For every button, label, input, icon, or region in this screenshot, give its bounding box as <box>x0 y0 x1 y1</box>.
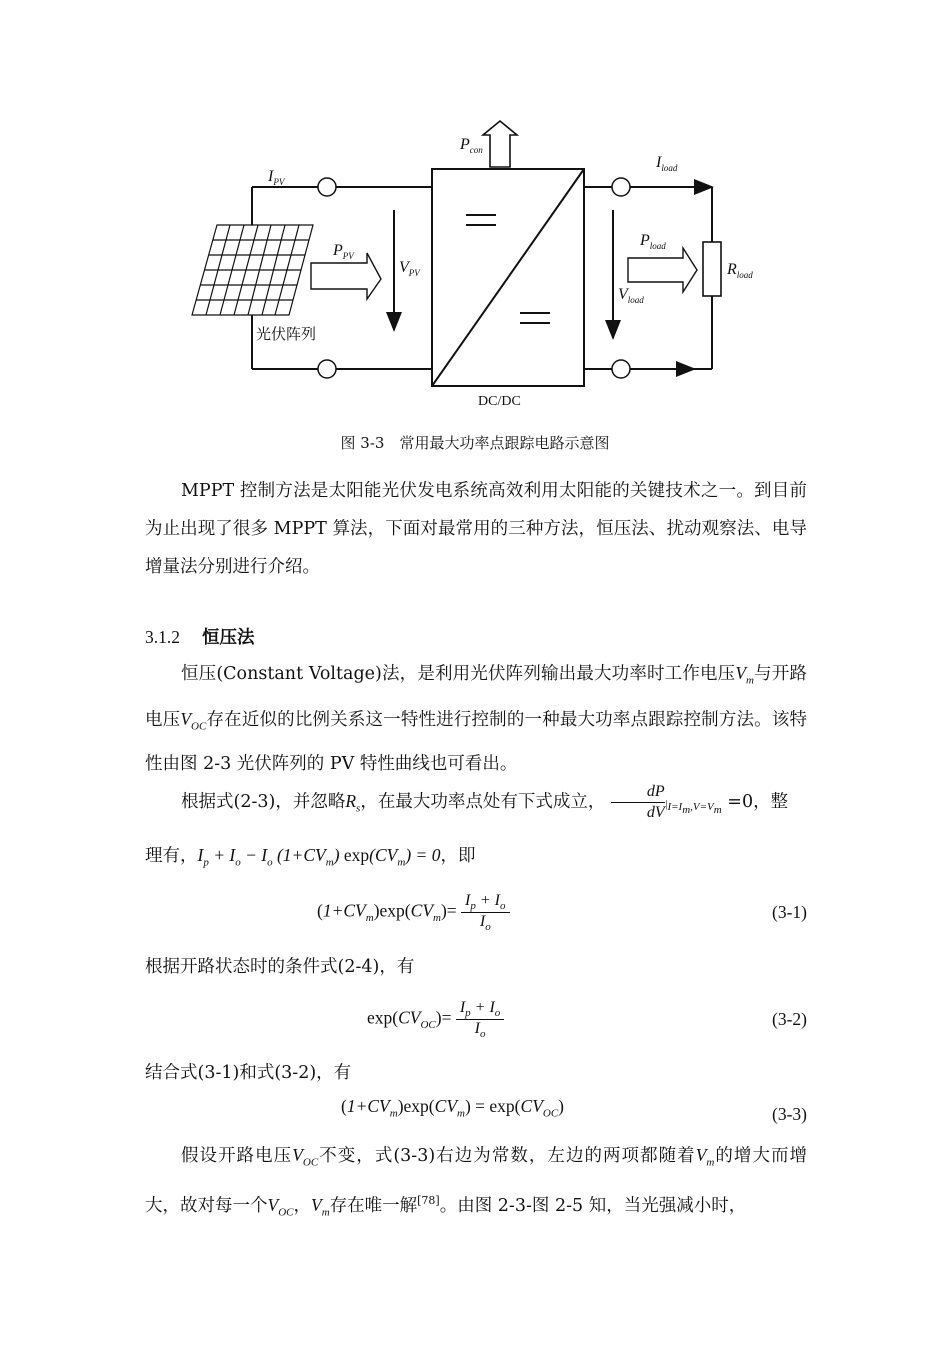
paragraph-mppt-intro: MPPT 控制方法是太阳能光伏发电系统高效利用太阳能的关键技术之一。到目前为止出现了很多 MPPT 算法，下面对最常用的三种方法，恒压法、扰动观察法、电导增量法分别进行介绍。 <box>145 481 807 577</box>
mppt-circuit-diagram <box>0 0 950 420</box>
equation-3-1: $(1+CV_m)\exp(CV_m)=$ $\frac{I_p + I_o}{I_o}$ (3-1) <box>317 892 807 934</box>
label-pcon: $P_{con}$ <box>460 136 483 155</box>
section-heading <box>145 624 255 649</box>
paragraph-simplify: 理有，$I_p + I_o - I_o$ $(1+CV_m) \exp(CV_m) = 0$，即 <box>145 845 476 869</box>
equation-number: (3-2) <box>772 1009 807 1029</box>
equation-number: (3-3) <box>772 1104 807 1124</box>
equation-3-2: $\exp(CV_{OC})=$ $\frac{I_p + I_o}{I_o}$ (3-2) <box>367 999 807 1041</box>
label-rload: $R_{load}$ <box>727 261 753 280</box>
label-dcdc: DC/DC <box>478 394 521 409</box>
label-pv-array: 光伏阵列 <box>256 327 317 343</box>
label-pload: $P_{load}$ <box>640 232 666 251</box>
label-ipv: $I_{PV}$ <box>268 168 285 187</box>
equation-3-3: $(1+CV_m)\exp(CV_m) = \exp(CV_{OC})$ (3-3) <box>341 1096 807 1124</box>
paragraph-open-circuit: 根据开路状态时的条件式(2-4)，有 <box>145 957 415 977</box>
pv-panel-icon <box>192 225 313 315</box>
pload-arrow <box>628 248 697 292</box>
equation-number: (3-1) <box>772 902 807 922</box>
paragraph-derivation: 根据式(2-3)，并忽略$R_s$，在最大功率点处有下式成立， $\frac{dP}{dV}$ $|_{I=I_m,V=V_m} =0$，整 <box>181 783 789 821</box>
paragraph-uniqueness: 假设开路电压$V_{OC}$不变，式(3-3)右边为常数，左边的两项都随着$V_m$的增大而增大，故对每一个$V_{OC}$，$V_m$存在唯一解[78]。由图 2-3-图 2-5 知，当光强减小时， <box>145 1145 808 1218</box>
paragraph-constant-voltage: 恒压(Constant Voltage)法，是利用光伏阵列输出最大功率时工作电压$V_m$与开路电压$V_{OC}$存在近似的比例关系这一特性进行控制的一种最大功率点跟踪控制方法。该特性由图 2-3 光伏阵列的 PV 特性曲线也可看出。 <box>145 663 808 774</box>
label-vload: $V_{load}$ <box>618 286 644 305</box>
label-iload: $I_{load}$ <box>656 154 678 173</box>
section-title: 恒压法 <box>202 628 255 648</box>
section-number: 3.1.2 <box>145 627 180 647</box>
load-resistor <box>703 242 721 296</box>
dcdc-converter-box <box>432 169 584 386</box>
figure-caption: 图 3-3 常用最大功率点跟踪电路示意图 <box>340 434 610 452</box>
label-ppv: $P_{PV}$ <box>333 242 354 261</box>
pcon-arrow <box>483 121 517 167</box>
label-vpv: $V_{PV}$ <box>399 259 420 278</box>
paragraph-combine: 结合式(3-1)和式(3-2)，有 <box>145 1063 352 1083</box>
